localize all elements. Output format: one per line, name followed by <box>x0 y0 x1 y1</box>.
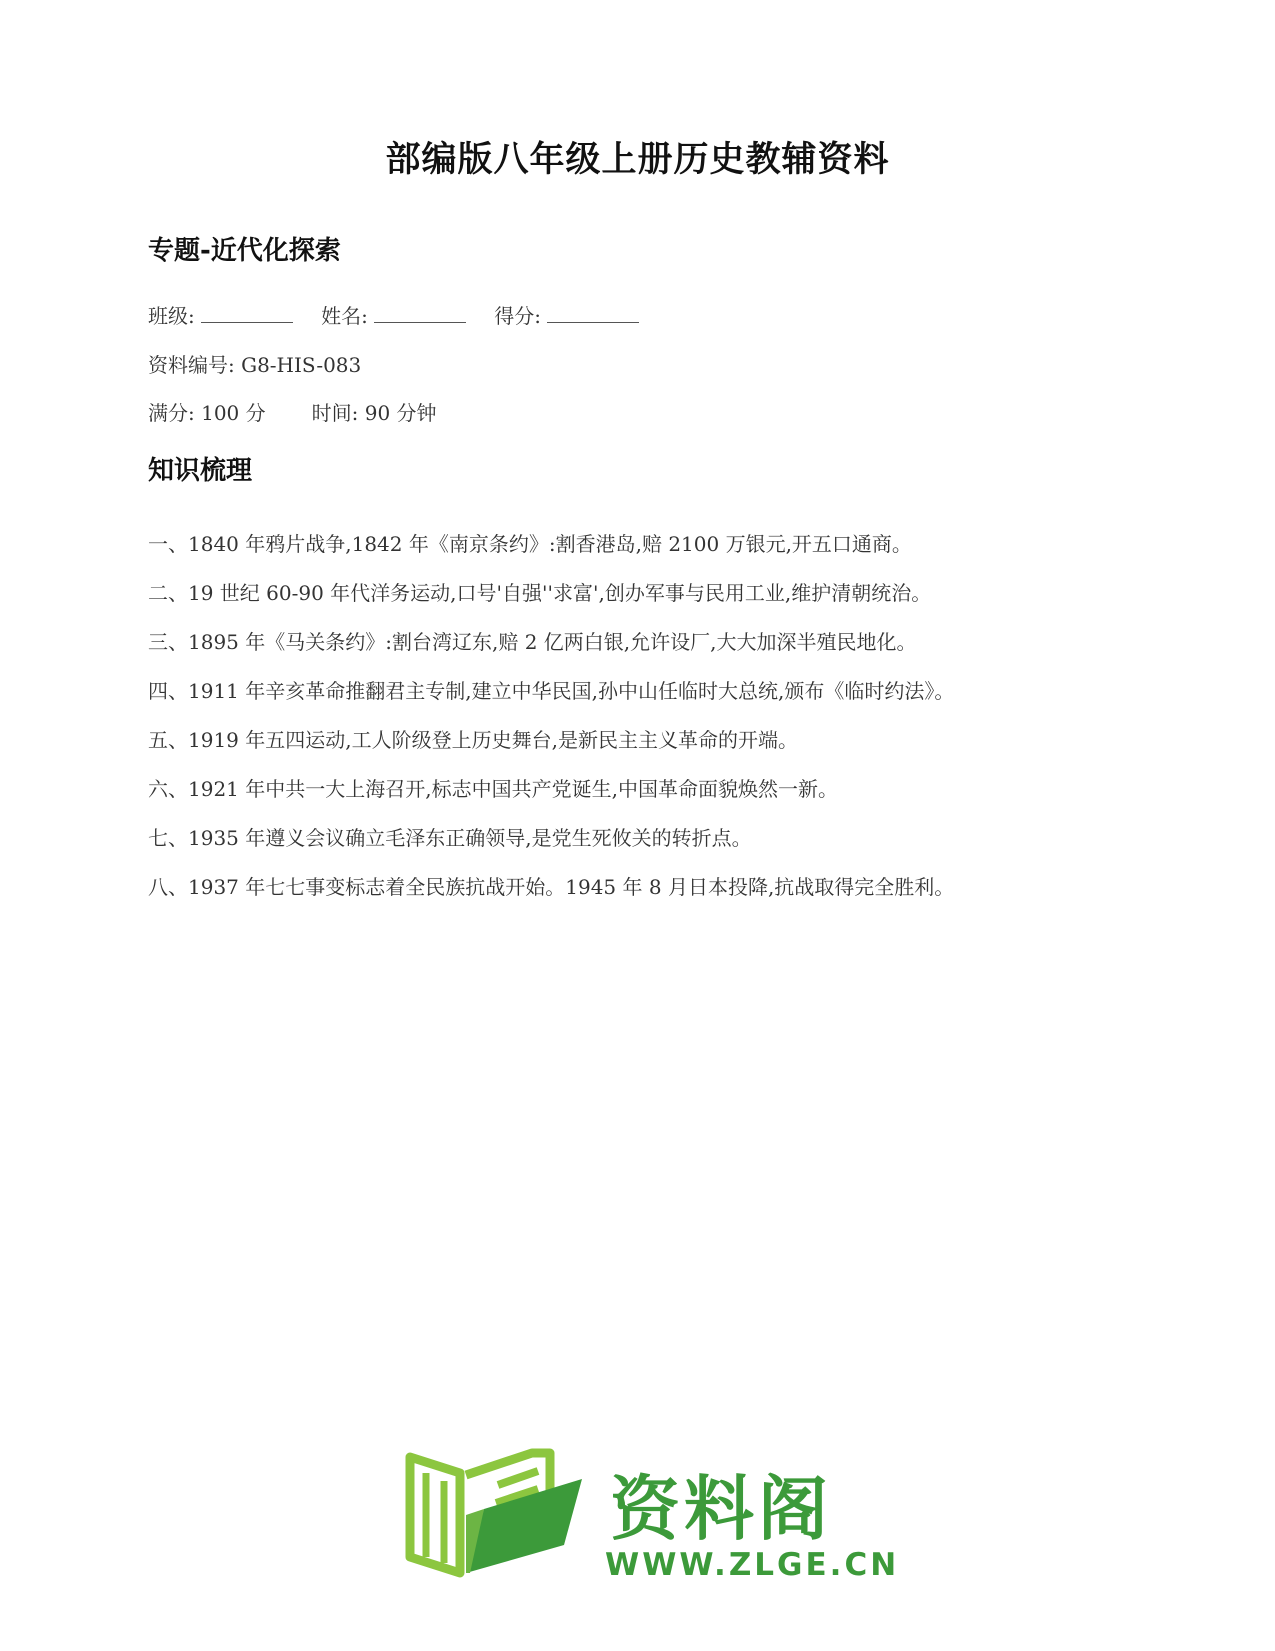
doc-number: 资料编号: G8-HIS-083 <box>148 353 362 377</box>
list-item: 八、1937 年七七事变标志着全民族抗战开始。1945 年 8 月日本投降,抗战取得完全胜利。 <box>148 875 955 899</box>
full-score: 满分: 100 分 <box>148 401 266 425</box>
name-label: 姓名: <box>321 304 368 328</box>
name-blank <box>374 304 466 323</box>
class-blank <box>201 304 293 323</box>
list-item: 七、1935 年遵义会议确立毛泽东正确领导,是党生死攸关的转折点。 <box>148 826 752 850</box>
list-item: 四、1911 年辛亥革命推翻君主专制,建立中华民国,孙中山任临时大总统,颁布《临时约法》。 <box>148 679 955 703</box>
list-item: 二、19 世纪 60-90 年代洋务运动,口号'自强''求富',创办军事与民用工业,维护清朝统治。 <box>148 581 932 605</box>
site-logo <box>400 1445 900 1605</box>
list-item: 一、1840 年鸦片战争,1842 年《南京条约》:割香港岛,赔 2100 万银元,开五口通商。 <box>148 532 912 556</box>
name-field <box>321 300 466 329</box>
logo-name: 资料阁 <box>610 1468 832 1550</box>
score-blank <box>547 304 639 323</box>
list-item: 五、1919 年五四运动,工人阶级登上历史舞台,是新民主主义革命的开端。 <box>148 728 798 752</box>
list-item: 六、1921 年中共一大上海召开,标志中国共产党诞生,中国革命面貌焕然一新。 <box>148 777 838 801</box>
exam-time: 时间: 90 分钟 <box>311 401 437 425</box>
score-field <box>494 300 639 329</box>
knowledge-heading: 知识梳理 <box>148 456 253 486</box>
knowledge-list <box>148 520 954 912</box>
logo-url: WWW.ZLGE.CN <box>605 1547 900 1583</box>
document-title: 部编版八年级上册历史教辅资料 <box>385 140 890 180</box>
open-book-folder-icon <box>400 1445 590 1585</box>
topic-heading: 专题-近代化探索 <box>148 236 341 266</box>
student-info-line <box>148 300 661 329</box>
exam-meta-line <box>148 397 437 426</box>
class-label: 班级: <box>148 304 195 328</box>
class-field <box>148 300 293 329</box>
list-item: 三、1895 年《马关条约》:割台湾辽东,赔 2 亿两白银,允许设厂,大大加深半殖民地化。 <box>148 630 917 654</box>
score-label: 得分: <box>494 304 541 328</box>
